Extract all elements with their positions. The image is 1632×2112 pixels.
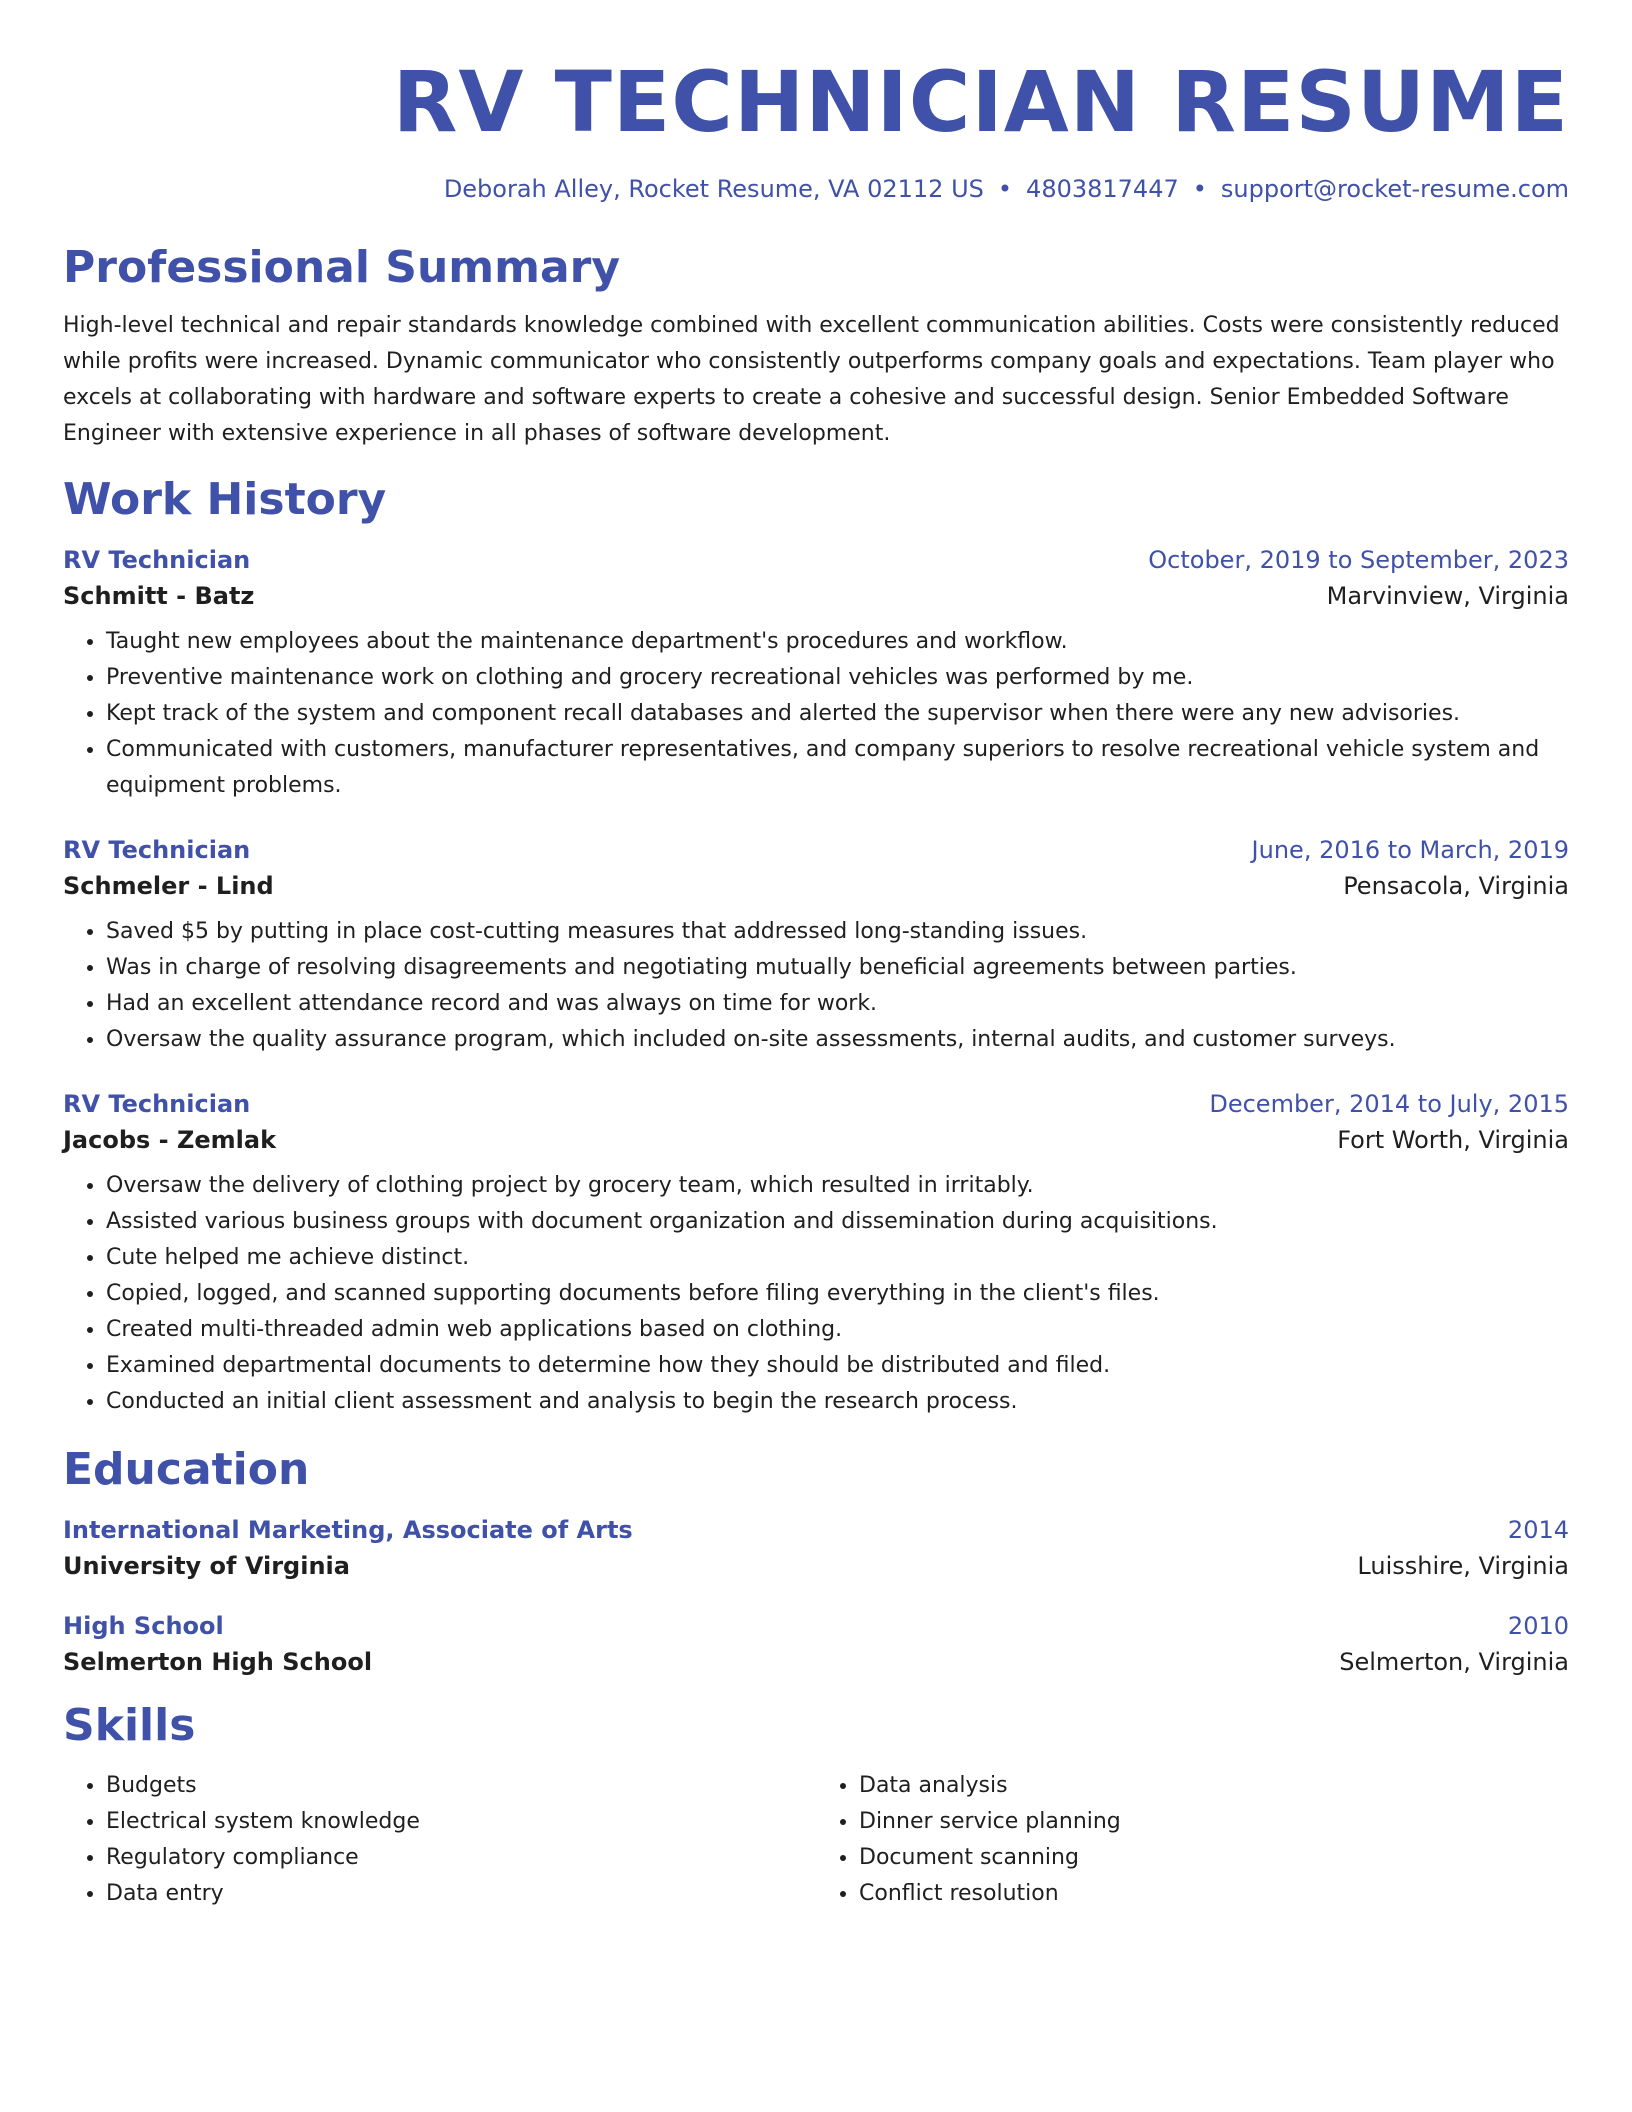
skill-item: • Dinner service planning: [859, 1804, 1569, 1840]
work-history-section: [63, 472, 1569, 1420]
skill-item: • Data analysis: [859, 1768, 1569, 1804]
job-entry: [63, 1090, 1569, 1420]
job-entry: [63, 546, 1569, 804]
skill-item: • Data entry: [106, 1876, 816, 1912]
education-degree: International Marketing, Associate of Arts: [63, 1516, 633, 1544]
skills-heading: Skills: [63, 1700, 196, 1751]
education-header-row: [63, 1516, 1569, 1544]
contact-line: [63, 172, 1569, 206]
job-bullet: • Created multi-threaded admin web applications based on clothing.: [106, 1312, 1569, 1348]
job-bullet: • Oversaw the delivery of clothing project by grocery team, which resulted in irritably.: [106, 1168, 1569, 1204]
job-bullets: [63, 1168, 1569, 1420]
job-location: Marvinview, Virginia: [1326, 582, 1569, 610]
summary-heading: Professional Summary: [63, 242, 621, 293]
resume-title: RV TECHNICIAN RESUME: [392, 53, 1569, 151]
job-bullet: • Assisted various business groups with document organization and dissemination during acquisitions.: [106, 1204, 1569, 1240]
job-bullet: • Taught new employees about the maintenance department's procedures and workflow.: [106, 624, 1569, 660]
job-bullet: • Cute helped me achieve distinct.: [106, 1240, 1569, 1276]
job-company: Jacobs - Zemlak: [63, 1126, 277, 1154]
job-entry: [63, 836, 1569, 1058]
skill-item: • Conflict resolution: [859, 1876, 1569, 1912]
job-header-row: [63, 546, 1569, 574]
job-company: Schmeler - Lind: [63, 872, 274, 900]
education-header-row: [63, 1612, 1569, 1640]
education-school: Selmerton High School: [63, 1648, 373, 1676]
job-bullet: • Saved $5 by putting in place cost-cutting measures that addressed long-standing issues.: [106, 914, 1569, 950]
skills-right-list: [816, 1768, 1569, 1912]
job-bullets: [63, 914, 1569, 1058]
job-title: RV Technician: [63, 546, 251, 574]
job-dates: June, 2016 to March, 2019: [1251, 836, 1569, 864]
job-bullet: • Communicated with customers, manufacturer representatives, and company superiors to resolve recreational vehicle system and equipment problems.: [106, 732, 1569, 804]
job-dates: October, 2019 to September, 2023: [1148, 546, 1569, 574]
job-bullets: [63, 624, 1569, 804]
job-bullet: • Conducted an initial client assessment and analysis to begin the research process.: [106, 1384, 1569, 1420]
skill-item: • Budgets: [106, 1768, 816, 1804]
summary-text: High-level technical and repair standards knowledge combined with excellent communication abilities. Costs were consistently reduced while profits were increased. Dynamic communicator who consistently outperforms company goals and expectations. Team player who excels at collaborating with hardware and software experts to create a cohesive and successful design. Senior Embedded Software Engineer with extensive experience in all phases of software development.: [63, 313, 1560, 446]
job-company-row: [63, 582, 1569, 610]
job-header-row: [63, 1090, 1569, 1118]
job-title: RV Technician: [63, 1090, 251, 1118]
job-company-row: [63, 872, 1569, 900]
skills-section: [63, 1698, 1569, 1912]
job-dates: December, 2014 to July, 2015: [1209, 1090, 1569, 1118]
education-section: [63, 1442, 1569, 1676]
skills-left-list: [63, 1768, 816, 1912]
job-bullet: • Examined departmental documents to determine how they should be distributed and filed.: [106, 1348, 1569, 1384]
work-history-heading: Work History: [63, 474, 387, 525]
job-bullet: • Was in charge of resolving disagreements and negotiating mutually beneficial agreements between parties.: [106, 950, 1569, 986]
education-school-row: [63, 1552, 1569, 1580]
job-bullet: • Kept track of the system and component recall databases and alerted the supervisor when there were any new advisories.: [106, 696, 1569, 732]
contact-separator: •: [1192, 175, 1207, 203]
education-heading: Education: [63, 1444, 310, 1495]
education-entry: [63, 1612, 1569, 1676]
skills-columns: [63, 1768, 1569, 1912]
job-bullet: • Preventive maintenance work on clothing and grocery recreational vehicles was performed by me.: [106, 660, 1569, 696]
job-location: Pensacola, Virginia: [1343, 872, 1569, 900]
job-location: Fort Worth, Virginia: [1337, 1126, 1569, 1154]
education-location: Selmerton, Virginia: [1339, 1648, 1569, 1676]
education-school: University of Virginia: [63, 1552, 350, 1580]
contact-phone: 4803817447: [1026, 175, 1179, 203]
contact-separator: •: [997, 175, 1013, 203]
education-degree: High School: [63, 1612, 224, 1640]
job-bullet: • Copied, logged, and scanned supporting documents before filing everything in the client's files.: [106, 1276, 1569, 1312]
job-bullet: • Had an excellent attendance record and was always on time for work.: [106, 986, 1569, 1022]
contact-email[interactable]: support@rocket-resume.com: [1220, 175, 1569, 203]
job-bullet: • Oversaw the quality assurance program, which included on-site assessments, internal audits, and customer surveys.: [106, 1022, 1569, 1058]
summary-section: [63, 240, 1569, 452]
education-school-row: [63, 1648, 1569, 1676]
skill-item: • Regulatory compliance: [106, 1840, 816, 1876]
education-location: Luisshire, Virginia: [1357, 1552, 1569, 1580]
education-year: 2010: [1507, 1612, 1569, 1640]
job-header-row: [63, 836, 1569, 864]
job-title: RV Technician: [63, 836, 251, 864]
job-company: Schmitt - Batz: [63, 582, 255, 610]
contact-address: Deborah Alley, Rocket Resume, VA 02112 US: [443, 175, 984, 203]
skill-item: • Electrical system knowledge: [106, 1804, 816, 1840]
job-company-row: [63, 1126, 1569, 1154]
skill-item: • Document scanning: [859, 1840, 1569, 1876]
education-entry: [63, 1516, 1569, 1580]
education-year: 2014: [1507, 1516, 1569, 1544]
